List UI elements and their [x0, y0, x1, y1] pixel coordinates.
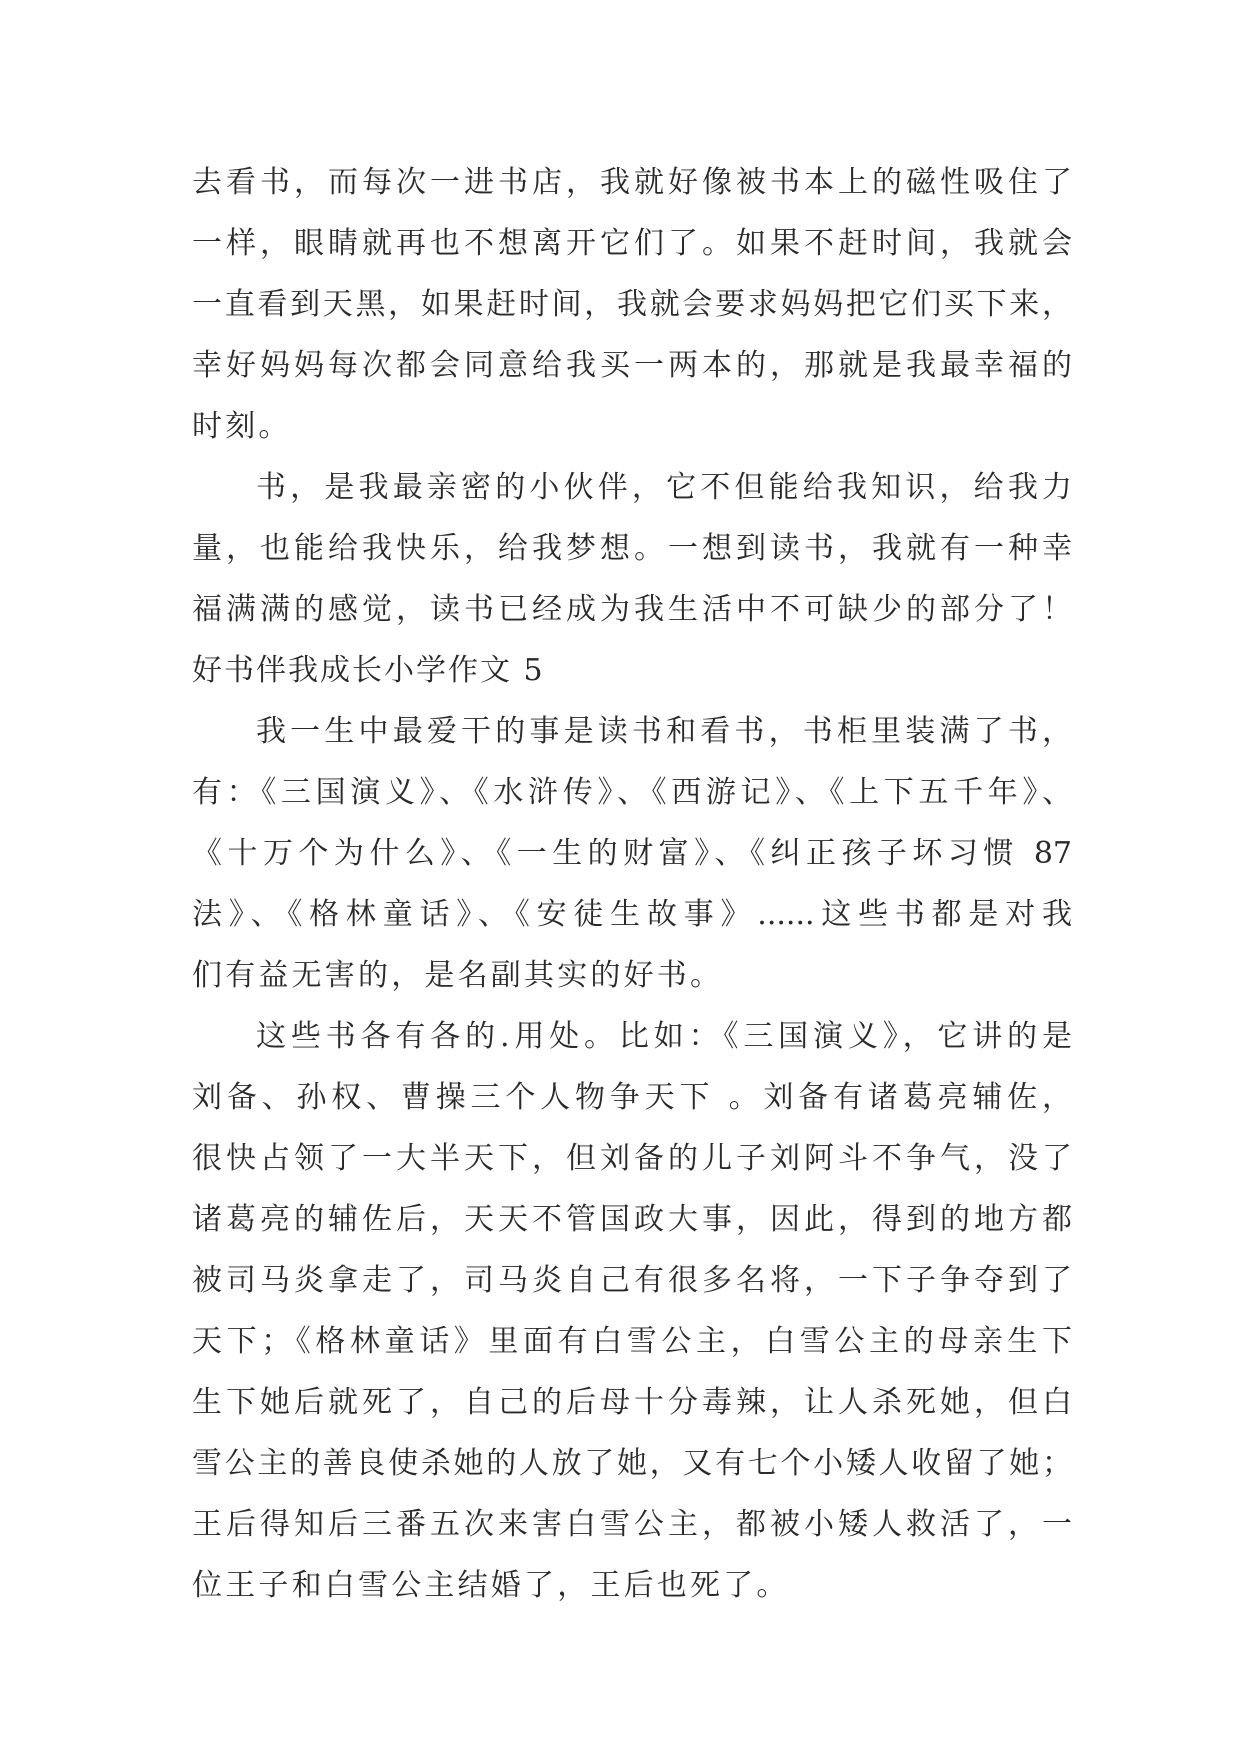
paragraph-line: 们有益无害的，是名副其实的好书。 [192, 958, 724, 993]
paragraph-line: 量，也能给我快乐，给我梦想。一想到读书，我就有一种幸 [192, 531, 1072, 566]
paragraph-line: 幸好妈妈每次都会同意给我买一两本的，那就是我最幸福的 [192, 348, 1072, 383]
paragraph-line: 福满满的感觉，读书已经成为我生活中不可缺少的部分了！ [192, 592, 1072, 627]
paragraph-line: 很快占领了一大半天下，但刘备的儿子刘阿斗不争气，没了 [192, 1141, 1072, 1176]
paragraph-line: 法》、《格林童话》、《安徒生故事》......这些书都是对我 [192, 897, 1072, 932]
paragraph-line: 王后得知后三番五次来害白雪公主，都被小矮人救活了，一 [192, 1507, 1072, 1542]
paragraph-line: 刘备、孙权、曹操三个人物争天下 。刘备有诸葛亮辅佐， [192, 1080, 1072, 1115]
paragraph-line: 位王子和白雪公主结婚了，王后也死了。 [192, 1568, 790, 1603]
section-heading: 好书伴我成长小学作文 5 [192, 653, 545, 688]
paragraph-first-line: 这些书各有各的.用处。比如：《三国演义》，它讲的是 [256, 1019, 1072, 1054]
essay-body [192, 152, 1072, 1616]
paragraph-line: 雪公主的善良使杀她的人放了她，又有七个小矮人收留了她； [192, 1446, 1072, 1481]
paragraph-line: 一直看到天黑，如果赶时间，我就会要求妈妈把它们买下来， [192, 287, 1072, 322]
paragraph-line: 《十万个为什么》、《一生的财富》、《纠正孩子坏习惯 87 [192, 836, 1072, 871]
paragraph-line: 生下她后就死了，自己的后母十分毒辣，让人杀死她，但白 [192, 1385, 1072, 1420]
paragraph-first-line: 书，是我最亲密的小伙伴，它不但能给我知识，给我力 [256, 470, 1072, 505]
paragraph-line: 天下；《格林童话》里面有白雪公主，白雪公主的母亲生下 [192, 1324, 1072, 1359]
paragraph-line: 诸葛亮的辅佐后，天天不管国政大事，因此，得到的地方都 [192, 1202, 1072, 1237]
paragraph-line: 被司马炎拿走了，司马炎自己有很多名将，一下子争夺到了 [192, 1263, 1072, 1298]
paragraph-first-line: 我一生中最爱干的事是读书和看书，书柜里装满了书， [256, 714, 1072, 749]
paragraph-line: 时刻。 [192, 409, 292, 444]
paragraph-line: 有：《三国演义》、《水浒传》、《西游记》、《上下五千年》、 [192, 775, 1072, 810]
paragraph-line: 一样，眼睛就再也不想离开它们了。如果不赶时间，我就会 [192, 226, 1072, 261]
paragraph-line: 去看书，而每次一进书店，我就好像被书本上的磁性吸住了 [192, 165, 1072, 200]
